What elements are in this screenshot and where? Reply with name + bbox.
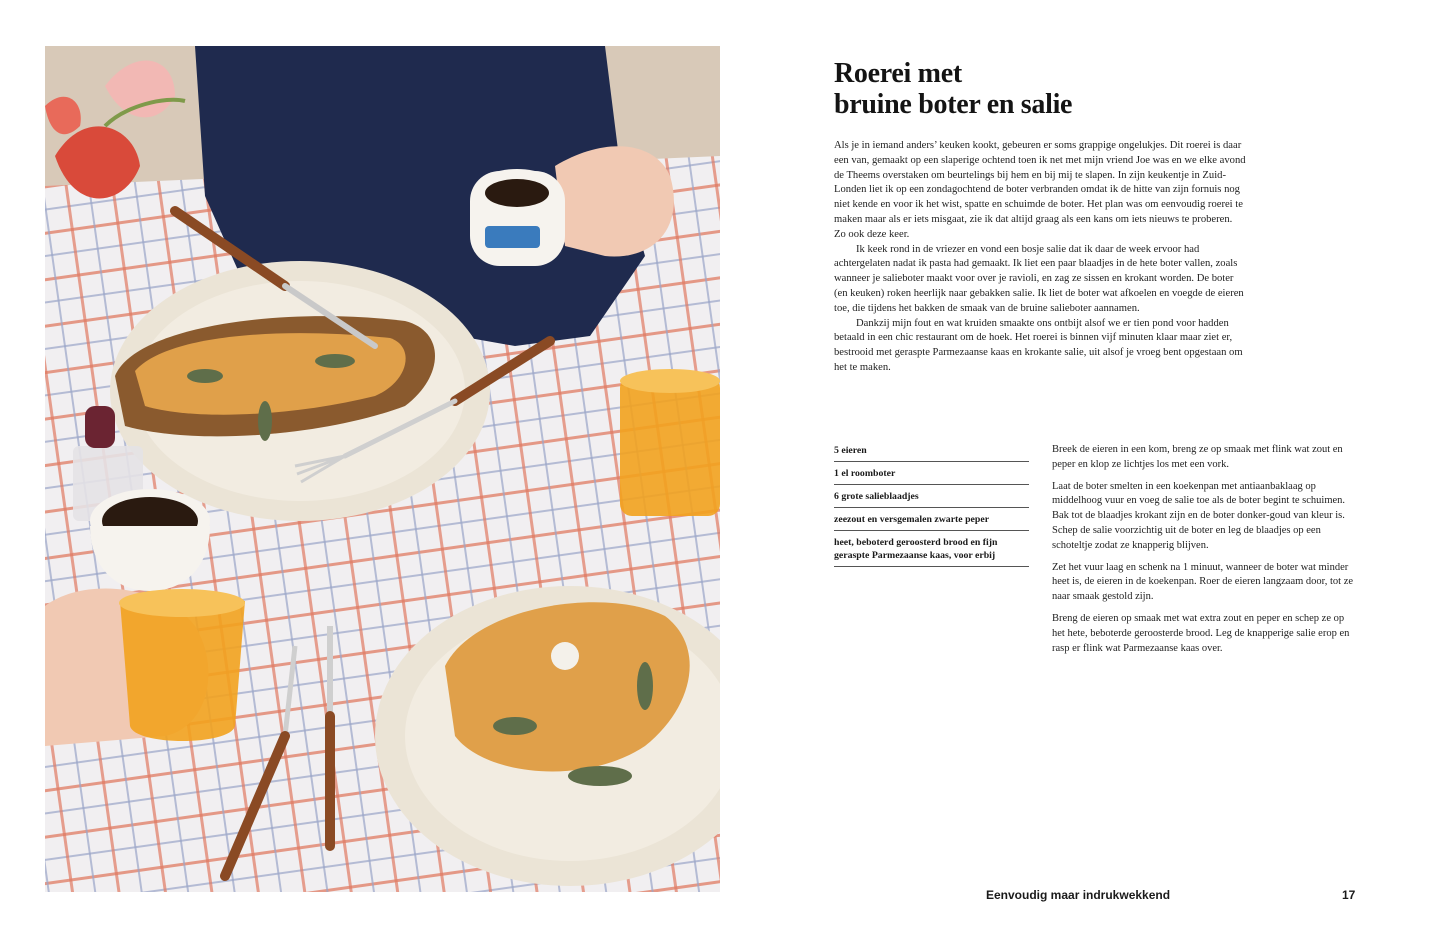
intro-paragraph: Als je in iemand anders’ keuken kookt, gebeuren er soms grappige ongelukjes. Dit roerei is daar een van, gemaakt op een slaperige ochtend toen ik net met mijn vriend Joe was en we elke avond de Theems overstaken om beurtelings bij hem en bij mij te slapen. In zijn keukentje in Zuid-Londen liet ik op een zondagochtend de boter verbranden omdat ik de hitte van zijn fornuis nog niet kende en voor ik het wist, spatte en schuimde de boter. Het plan was om eenvoudig roerei te maken maar als er iets misgaat, zie ik dat altijd graag als een kans om iets nieuws te proberen. Zo ook deze keer.: [834, 140, 1246, 240]
recipe-title-line-1: Roerei met: [834, 58, 962, 89]
ingredient-list: [834, 443, 1029, 571]
intro-paragraph: Ik keek rond in de vriezer en vond een bosje salie dat ik daar de week ervoor had achtergelaten nadat ik pasta had gemaakt. Ik liet een paar blaadjes in de hete boter vallen, zoals wanneer je salieboter maakt voor over je ravioli, en zag ze sissen en krokant worden. De boter (en keuken) roken heerlijk naar gebakken salie. Ik liet de boter wat afkoelen en voegde de eieren toe, die tijdens het bakken de smaak van de bruine salieboter aannamen.: [834, 243, 1244, 314]
recipe-photo: [45, 46, 720, 892]
recipe-intro: [834, 139, 1246, 376]
recipe-title: [834, 58, 1072, 120]
page-number: 17: [1342, 888, 1356, 902]
ingredient-item: 1 el roomboter: [834, 466, 1029, 485]
recipe-title-line-2: bruine boter en salie: [834, 89, 1073, 120]
method-step: Laat de boter smelten in een koekenpan met antiaanbaklaag op middelhoog vuur en voeg de salie toe als de boter begint te schuimen. Bak tot de blaadjes krokant zijn en de boter donker-goud van kleur is. Schep de salie voorzichtig uit de boter en leg de blaadjes op een schoteltje zodat ze knapperig blijven.: [1052, 480, 1346, 551]
breakfast-table-illustration: [45, 46, 720, 892]
method-step: Zet het vuur laag en schenk na 1 minuut, wanneer de boter wat minder heet is, de eieren in de koekenpan. Roer de eieren langzaam door, tot ze naar smaak gestold zijn.: [1052, 561, 1354, 603]
method-step: Breek de eieren in een kom, breng ze op smaak met flink wat zout en peper en klop ze lichtjes los met een vork.: [1052, 444, 1343, 470]
hand-with-juice: [45, 589, 245, 746]
intro-paragraph: Dankzij mijn fout en wat kruiden smaakte ons ontbijt alsof we er tien pond voor hadden betaald in een chic restaurant om de hoek. Het roerei is binnen vijf minuten klaar maar ziet er, bestrooid met geraspte Parmezaanse kaas en krokante salie, uit alsof je vroeg bent opgestaan om het te maken.: [834, 317, 1243, 373]
method-steps: [1052, 443, 1357, 663]
ingredient-item: zeezout en versgemalen zwarte peper: [834, 512, 1029, 531]
running-footer-title: Eenvoudig maar indrukwekkend: [986, 888, 1171, 902]
plate-top: [110, 261, 490, 521]
juice-glass-right: [620, 369, 720, 516]
ingredient-item: heet, beboterd geroosterd brood en fijn geraspte Parmezaanse kaas, voor erbij: [834, 535, 1029, 567]
method-step: Breng de eieren op smaak met wat extra zout en peper en schep ze op het hete, beboterde geroosterde brood. Leg de knapperige salie erop en rasp er flink wat Parmezaanse kaas over.: [1052, 612, 1350, 654]
ingredient-item: 6 grote salieblaadjes: [834, 489, 1029, 508]
ingredient-item: 5 eieren: [834, 443, 1029, 462]
